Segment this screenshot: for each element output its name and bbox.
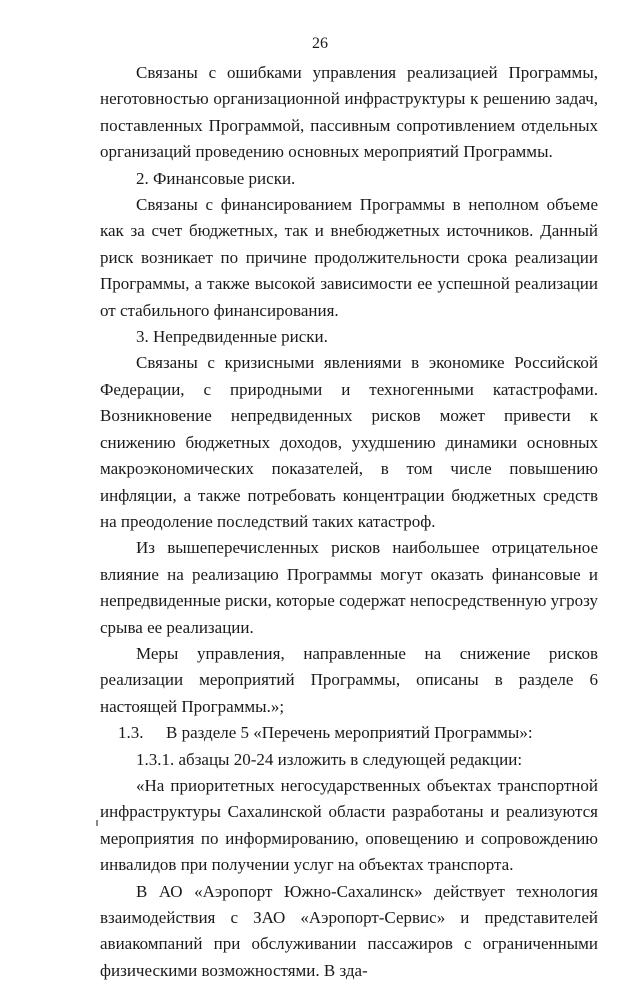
paragraph: Из вышеперечисленных рисков наибольшее отрицательное влияние на реализацию Программы могут оказать финансовые и непредвиденные риски, которые содержат непосредственную угрозу срыва ее реализации.	[100, 538, 598, 637]
paragraph: Меры управления, направленные на снижение рисков реализации мероприятий Программы, описаны в разделе 6 настоящей Программы.»;	[100, 643, 598, 716]
scan-mark	[96, 820, 98, 826]
page-number: 26	[312, 35, 328, 52]
list-heading-unforeseen-risks: 3. Непредвиденные риски.	[136, 327, 328, 347]
subsection-heading: 1.3.1. абзацы 20-24 изложить в следующей редакции:	[136, 749, 523, 769]
paragraph: Связаны с кризисными явлениями в экономике Российской Федерации, с природными и техногенными катастрофами. Возникновение непредвиденных рисков может привести к снижению бюджетных доходов, ухудшению динамики основных макроэкономических показателей, в том числе повышению инфляции, а также потребовать концентрации бюджетных средств на преодоление последствий таких катастроф.	[100, 353, 598, 531]
section-number: 1.3.	[118, 723, 144, 743]
quoted-paragraph: «На приоритетных негосударственных объектах транспортной инфраструктуры Сахалинской области разработаны и реализуются мероприятия по информированию, оповещению и сопровождению инвалидов при получении услуг на объектах транспорта.	[100, 775, 598, 875]
section-heading	[100, 720, 598, 746]
paragraph: Связаны с ошибками управления реализацией Программы, неготовностью организационной инфраструктуры к решению задач, поставленных Программой, пассивным сопротивлением отдельных организаций проведению основных мероприятий Программы.	[100, 63, 598, 162]
paragraph: Связаны с финансированием Программы в неполном объеме как за счет бюджетных, так и внебюджетных источников. Данный риск возникает по причине продолжительности срока реализации Программы, а также высокой зависимости ее успешной реализации от стабильного финансирования.	[100, 195, 598, 320]
section-title: В разделе 5 «Перечень мероприятий Программы»:	[166, 723, 533, 743]
quoted-paragraph: В АО «Аэропорт Южно-Сахалинск» действует технология взаимодействия с ЗАО «Аэропорт-Сервис» и представителей авиакомпаний при обслуживании пассажиров с ограниченными физическими возможностями. В зда-	[100, 881, 598, 980]
list-heading-financial-risks: 2. Финансовые риски.	[136, 168, 296, 188]
document-body	[100, 60, 598, 984]
